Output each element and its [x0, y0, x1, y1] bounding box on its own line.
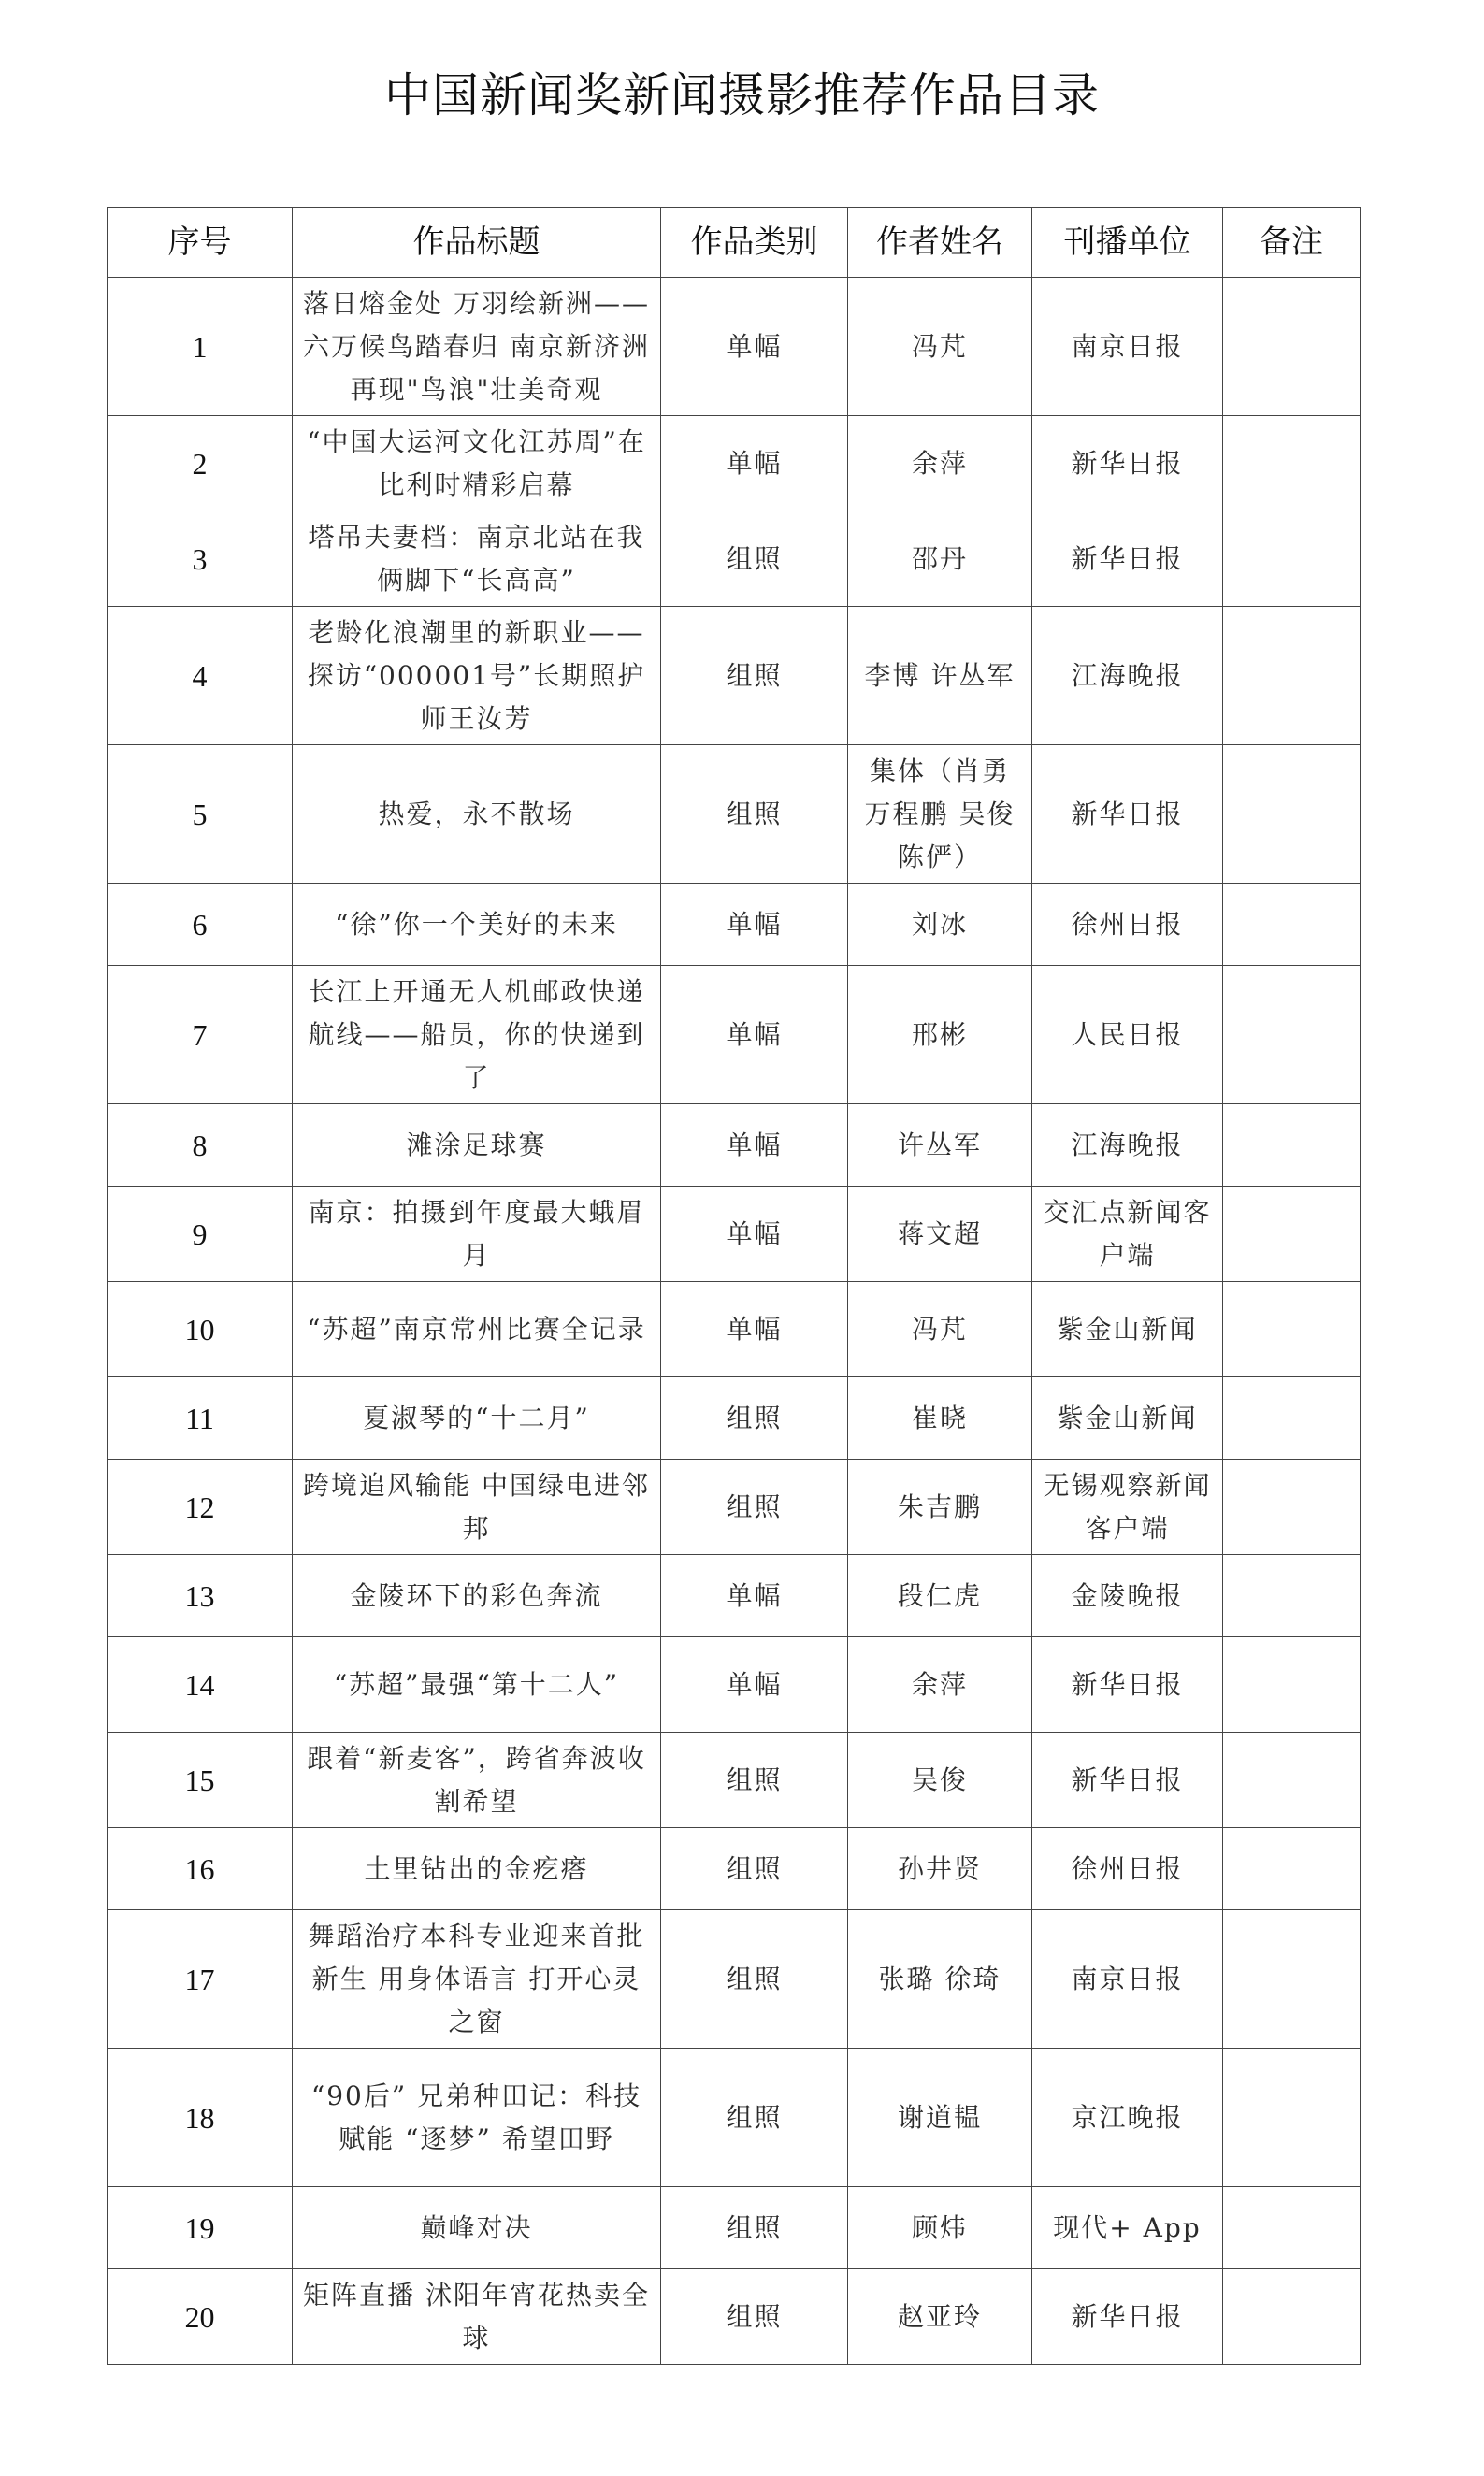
- cell-title: 老龄化浪潮里的新职业——探访“000001号”长期照护师王汝芳: [293, 607, 661, 745]
- cell-category: 单幅: [661, 966, 848, 1104]
- cell-category: 单幅: [661, 884, 848, 966]
- cell-note: [1223, 1828, 1361, 1910]
- cell-unit: 人民日报: [1032, 966, 1223, 1104]
- cell-category: 组照: [661, 607, 848, 745]
- cell-no: 14: [108, 1637, 293, 1733]
- cell-author: 张璐 徐琦: [848, 1910, 1032, 2049]
- cell-note: [1223, 1187, 1361, 1282]
- cell-unit: 南京日报: [1032, 1910, 1223, 2049]
- cell-category: 单幅: [661, 1187, 848, 1282]
- cell-category: 组照: [661, 1733, 848, 1828]
- cell-unit: 无锡观察新闻客户端: [1032, 1460, 1223, 1555]
- cell-author: 刘冰: [848, 884, 1032, 966]
- cell-category: 单幅: [661, 416, 848, 511]
- cell-title: 塔吊夫妻档：南京北站在我俩脚下“长高高”: [293, 511, 661, 607]
- cell-no: 16: [108, 1828, 293, 1910]
- cell-author: 朱吉鹏: [848, 1460, 1032, 1555]
- cell-note: [1223, 2269, 1361, 2365]
- cell-category: 组照: [661, 1828, 848, 1910]
- cell-no: 1: [108, 278, 293, 416]
- table-row: [108, 1828, 1361, 1910]
- cell-category: 组照: [661, 1910, 848, 2049]
- cell-note: [1223, 1637, 1361, 1733]
- cell-title: “90后” 兄弟种田记：科技赋能 “逐梦” 希望田野: [293, 2049, 661, 2187]
- table-row: [108, 1187, 1361, 1282]
- cell-no: 15: [108, 1733, 293, 1828]
- cell-unit: 新华日报: [1032, 745, 1223, 884]
- works-table: [107, 207, 1361, 2365]
- cell-category: 单幅: [661, 1104, 848, 1187]
- cell-author: 李博 许丛军: [848, 607, 1032, 745]
- cell-author: 谢道韫: [848, 2049, 1032, 2187]
- table-row: [108, 1555, 1361, 1637]
- cell-title: “苏超”南京常州比赛全记录: [293, 1282, 661, 1377]
- cell-unit: 新华日报: [1032, 2269, 1223, 2365]
- cell-author: 集体（肖勇 万程鹏 吴俊 陈俨）: [848, 745, 1032, 884]
- cell-unit: 新华日报: [1032, 511, 1223, 607]
- cell-category: 组照: [661, 1377, 848, 1460]
- cell-unit: 交汇点新闻客户端: [1032, 1187, 1223, 1282]
- cell-unit: 新华日报: [1032, 1733, 1223, 1828]
- cell-author: 顾炜: [848, 2187, 1032, 2269]
- cell-no: 8: [108, 1104, 293, 1187]
- cell-unit: 南京日报: [1032, 278, 1223, 416]
- table-row: [108, 607, 1361, 745]
- cell-note: [1223, 416, 1361, 511]
- cell-author: 段仁虎: [848, 1555, 1032, 1637]
- cell-author: 蒋文超: [848, 1187, 1032, 1282]
- cell-author: 崔晓: [848, 1377, 1032, 1460]
- cell-no: 17: [108, 1910, 293, 2049]
- cell-unit: 江海晚报: [1032, 1104, 1223, 1187]
- cell-note: [1223, 2187, 1361, 2269]
- cell-category: 组照: [661, 2269, 848, 2365]
- cell-title: 跨境追风输能 中国绿电进邻邦: [293, 1460, 661, 1555]
- cell-note: [1223, 278, 1361, 416]
- table-row: [108, 278, 1361, 416]
- table-row: [108, 2187, 1361, 2269]
- cell-title: 矩阵直播 沭阳年宵花热卖全球: [293, 2269, 661, 2365]
- cell-no: 18: [108, 2049, 293, 2187]
- cell-title: 夏淑琴的“十二月”: [293, 1377, 661, 1460]
- header-unit: 刊播单位: [1032, 208, 1223, 278]
- cell-no: 6: [108, 884, 293, 966]
- cell-category: 组照: [661, 511, 848, 607]
- table-row: [108, 416, 1361, 511]
- cell-category: 单幅: [661, 1282, 848, 1377]
- cell-author: 余萍: [848, 1637, 1032, 1733]
- cell-no: 9: [108, 1187, 293, 1282]
- cell-note: [1223, 1460, 1361, 1555]
- cell-note: [1223, 607, 1361, 745]
- cell-author: 冯芃: [848, 278, 1032, 416]
- cell-unit: 金陵晚报: [1032, 1555, 1223, 1637]
- header-no: 序号: [108, 208, 293, 278]
- cell-note: [1223, 511, 1361, 607]
- cell-note: [1223, 966, 1361, 1104]
- table-row: [108, 1460, 1361, 1555]
- cell-category: 单幅: [661, 1555, 848, 1637]
- cell-no: 2: [108, 416, 293, 511]
- cell-author: 吴俊: [848, 1733, 1032, 1828]
- cell-unit: 新华日报: [1032, 416, 1223, 511]
- cell-title: 南京：拍摄到年度最大蛾眉月: [293, 1187, 661, 1282]
- table-row: [108, 2269, 1361, 2365]
- table-row: [108, 1377, 1361, 1460]
- cell-no: 20: [108, 2269, 293, 2365]
- table-row: [108, 1910, 1361, 2049]
- cell-author: 冯芃: [848, 1282, 1032, 1377]
- cell-no: 13: [108, 1555, 293, 1637]
- cell-title: 舞蹈治疗本科专业迎来首批新生 用身体语言 打开心灵之窗: [293, 1910, 661, 2049]
- cell-author: 邵丹: [848, 511, 1032, 607]
- cell-no: 10: [108, 1282, 293, 1377]
- cell-title: 落日熔金处 万羽绘新洲——六万候鸟踏春归 南京新济洲再现"鸟浪"壮美奇观: [293, 278, 661, 416]
- cell-title: “中国大运河文化江苏周”在比利时精彩启幕: [293, 416, 661, 511]
- cell-category: 组照: [661, 2049, 848, 2187]
- cell-category: 组照: [661, 1460, 848, 1555]
- header-category: 作品类别: [661, 208, 848, 278]
- table-row: [108, 511, 1361, 607]
- table-row: [108, 1104, 1361, 1187]
- cell-no: 5: [108, 745, 293, 884]
- cell-unit: 紫金山新闻: [1032, 1282, 1223, 1377]
- cell-note: [1223, 1555, 1361, 1637]
- table-row: [108, 966, 1361, 1104]
- cell-author: 邢彬: [848, 966, 1032, 1104]
- cell-title: “徐”你一个美好的未来: [293, 884, 661, 966]
- cell-title: 长江上开通无人机邮政快递航线——船员，你的快递到了: [293, 966, 661, 1104]
- cell-author: 余萍: [848, 416, 1032, 511]
- cell-no: 12: [108, 1460, 293, 1555]
- cell-unit: 紫金山新闻: [1032, 1377, 1223, 1460]
- header-author: 作者姓名: [848, 208, 1032, 278]
- cell-category: 单幅: [661, 1637, 848, 1733]
- cell-note: [1223, 1910, 1361, 2049]
- cell-no: 11: [108, 1377, 293, 1460]
- cell-note: [1223, 1377, 1361, 1460]
- cell-title: “苏超”最强“第十二人”: [293, 1637, 661, 1733]
- cell-title: 巅峰对决: [293, 2187, 661, 2269]
- cell-unit: 京江晚报: [1032, 2049, 1223, 2187]
- cell-title: 土里钻出的金疙瘩: [293, 1828, 661, 1910]
- table-row: [108, 884, 1361, 966]
- cell-no: 19: [108, 2187, 293, 2269]
- cell-title: 跟着“新麦客”，跨省奔波收割希望: [293, 1733, 661, 1828]
- cell-category: 单幅: [661, 278, 848, 416]
- cell-title: 金陵环下的彩色奔流: [293, 1555, 661, 1637]
- cell-no: 3: [108, 511, 293, 607]
- header-row: [108, 208, 1361, 278]
- cell-unit: 徐州日报: [1032, 884, 1223, 966]
- table-row: [108, 2049, 1361, 2187]
- cell-title: 热爱，永不散场: [293, 745, 661, 884]
- header-note: 备注: [1223, 208, 1361, 278]
- cell-no: 7: [108, 966, 293, 1104]
- cell-note: [1223, 745, 1361, 884]
- table-row: [108, 745, 1361, 884]
- cell-unit: 江海晚报: [1032, 607, 1223, 745]
- cell-title: 滩涂足球赛: [293, 1104, 661, 1187]
- cell-author: 孙井贤: [848, 1828, 1032, 1910]
- cell-author: 许丛军: [848, 1104, 1032, 1187]
- table-row: [108, 1282, 1361, 1377]
- cell-note: [1223, 884, 1361, 966]
- table-row: [108, 1637, 1361, 1733]
- cell-author: 赵亚玲: [848, 2269, 1032, 2365]
- page-title: 中国新闻奖新闻摄影推荐作品目录: [384, 68, 1100, 122]
- cell-unit: 现代+ App: [1032, 2187, 1223, 2269]
- cell-unit: 新华日报: [1032, 1637, 1223, 1733]
- cell-note: [1223, 1733, 1361, 1828]
- cell-note: [1223, 1282, 1361, 1377]
- header-title: 作品标题: [293, 208, 661, 278]
- cell-unit: 徐州日报: [1032, 1828, 1223, 1910]
- cell-note: [1223, 2049, 1361, 2187]
- cell-category: 组照: [661, 2187, 848, 2269]
- cell-category: 组照: [661, 745, 848, 884]
- cell-no: 4: [108, 607, 293, 745]
- table-row: [108, 1733, 1361, 1828]
- cell-note: [1223, 1104, 1361, 1187]
